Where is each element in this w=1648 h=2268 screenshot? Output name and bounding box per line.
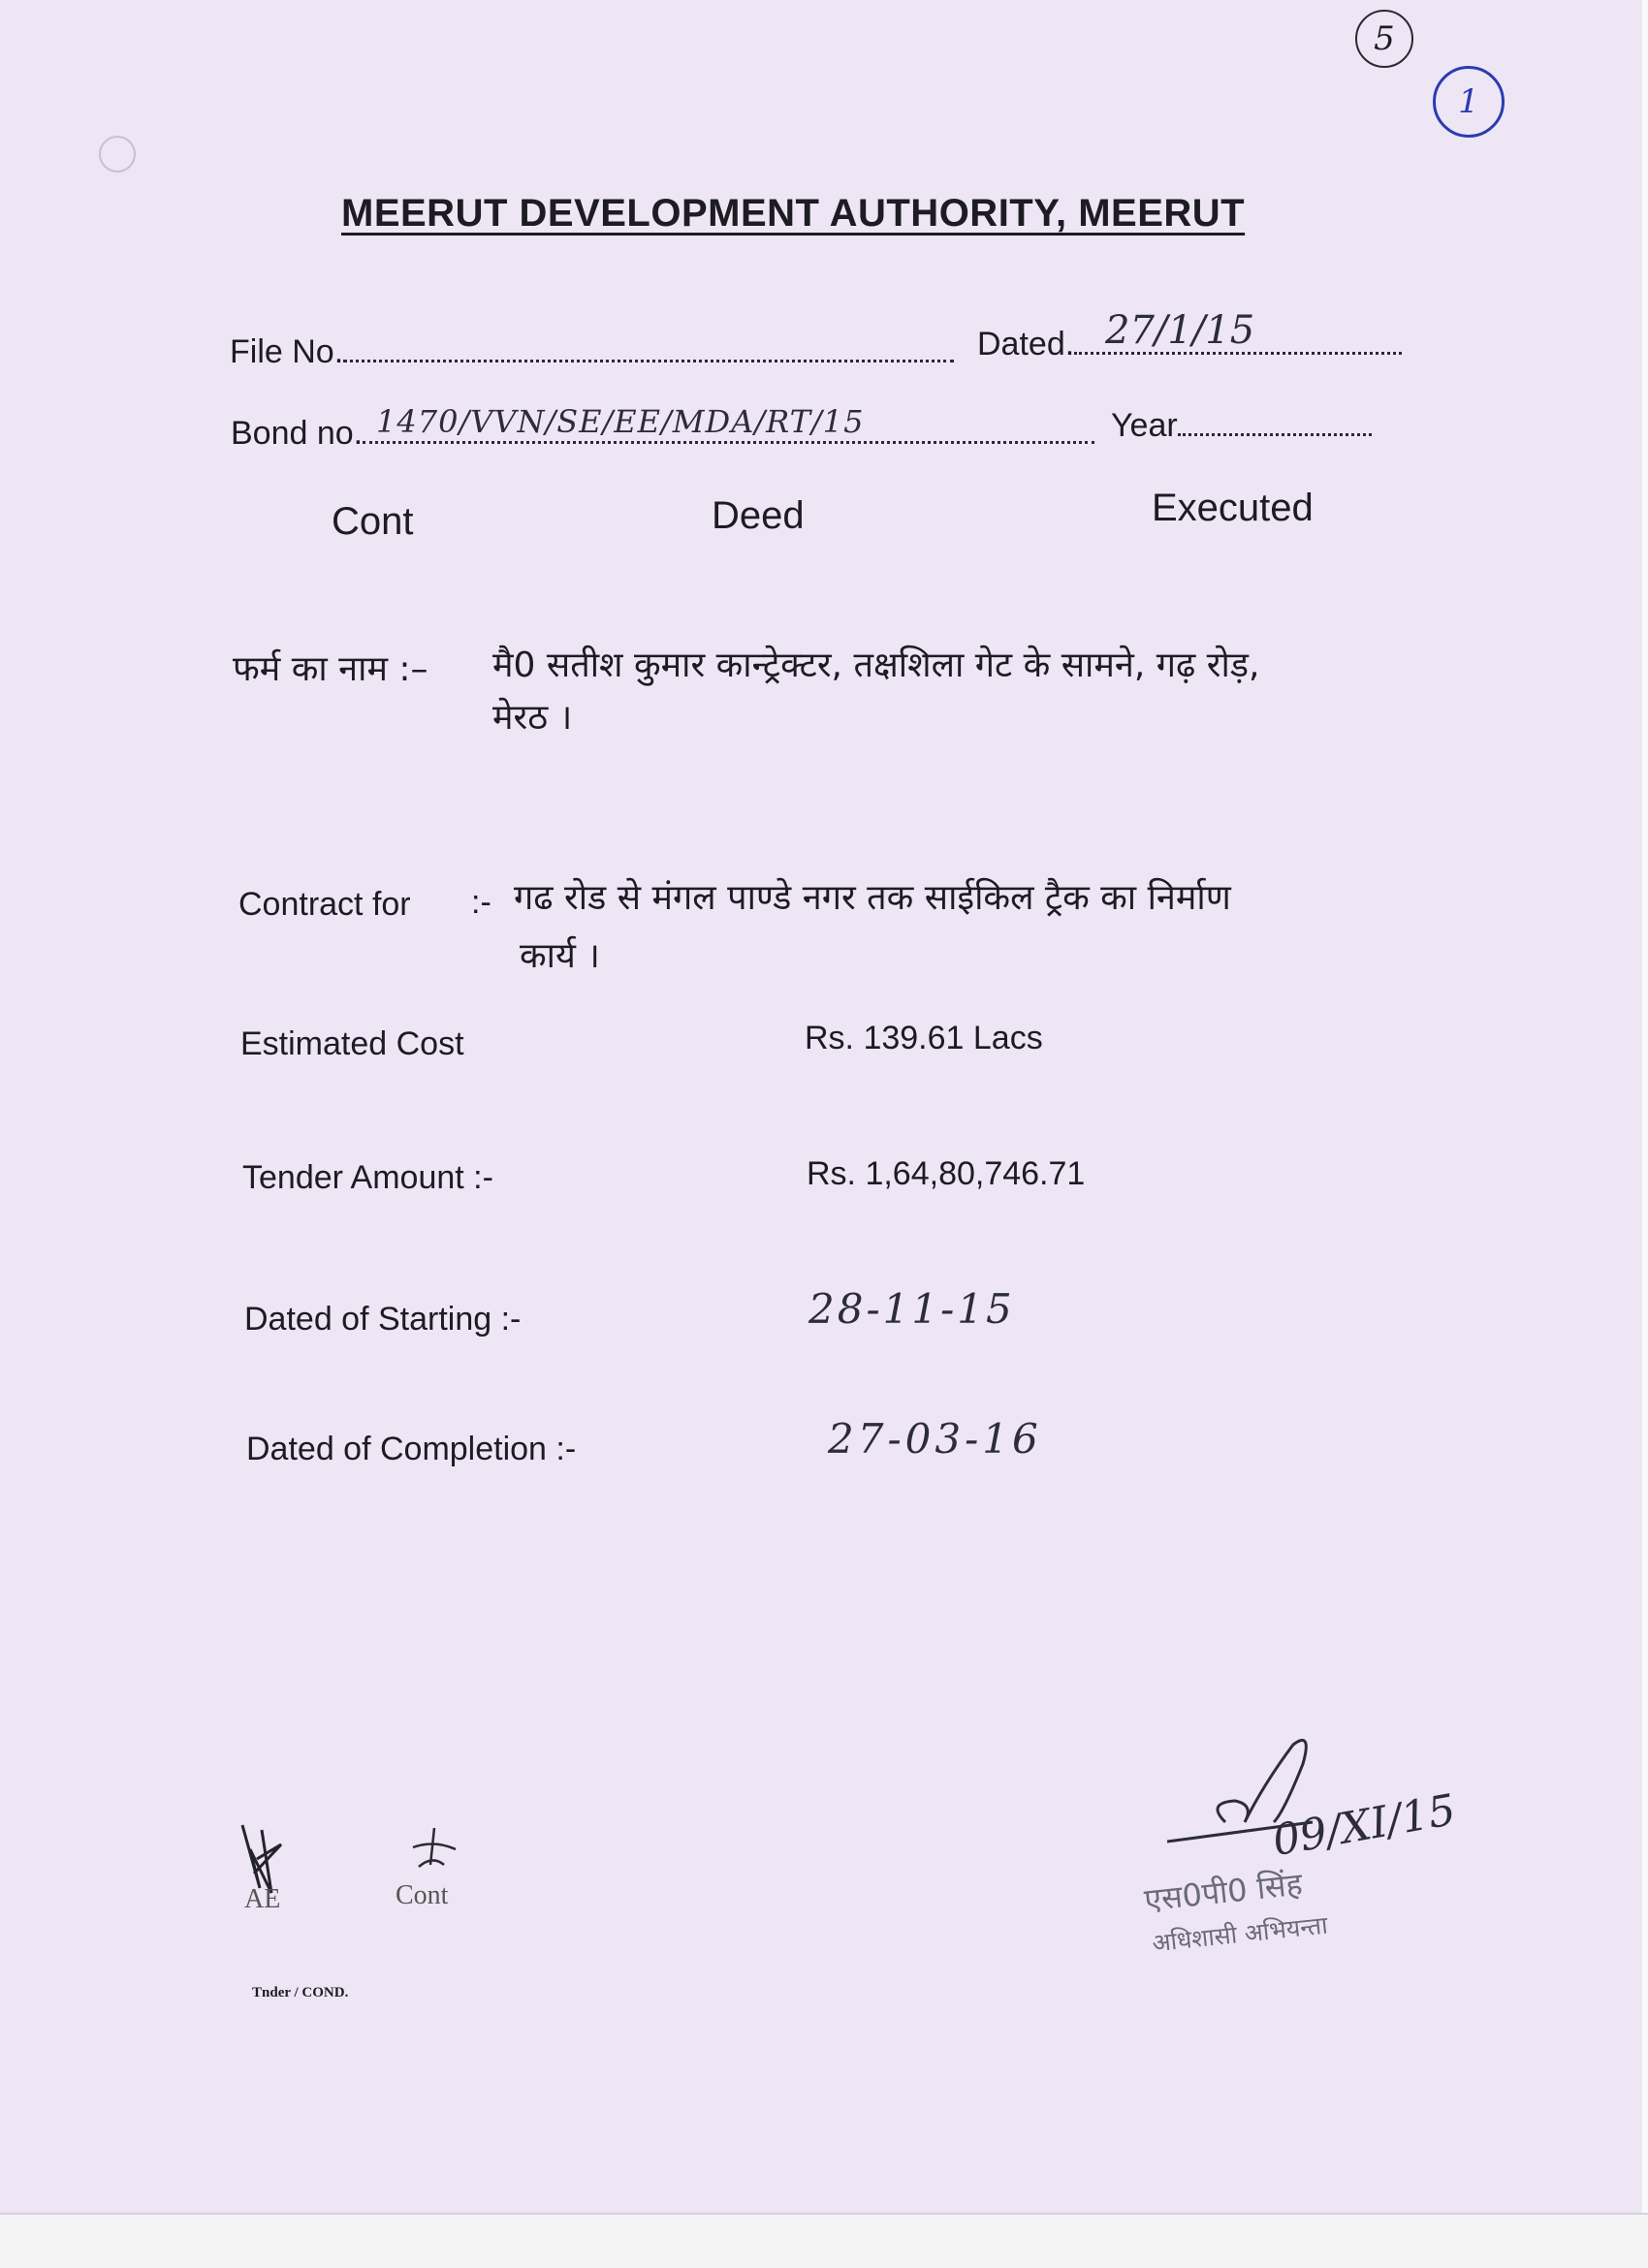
contract-description-line-2: कार्य ।	[520, 936, 600, 976]
firm-name-line-1: मै0 सतीश कुमार कान्ट्रेक्टर, तक्षशिला गेट के सामने, गढ़ रोड़,	[492, 646, 1260, 685]
file-number-label: File No.	[230, 333, 344, 370]
contract-for-label: Contract for	[238, 886, 411, 923]
punch-hole-mark	[99, 136, 136, 173]
officer-stamp-title: अधिशासी अभियन्ता	[1151, 1910, 1329, 1958]
contract-for-separator: :-	[471, 884, 491, 921]
page-mark-number: 1	[1458, 82, 1479, 121]
page-mark-number: 5	[1374, 19, 1395, 58]
year-row	[1111, 407, 1372, 445]
page-mark-circle	[1355, 10, 1413, 68]
signature-date: 09/XI/15	[1269, 1784, 1460, 1867]
footer-code: Tnder / COND.	[252, 1985, 349, 2000]
year-label: Year	[1111, 407, 1178, 444]
firm-name-label: फर्म का नाम :–	[233, 649, 428, 689]
dated-label: Dated.	[977, 326, 1075, 362]
contractor-signature-label: Cont	[396, 1880, 449, 1910]
page-edge	[1642, 0, 1648, 2268]
contract-description-line-1: गढ रोड से मंगल पाण्डे नगर तक साईकिल ट्रैक का निर्माण	[514, 878, 1231, 918]
dated-handwritten-value: 27/1/15	[1105, 308, 1255, 353]
tender-amount-value: Rs. 1,64,80,746.71	[807, 1155, 1086, 1192]
ae-signature-label: AE	[244, 1884, 281, 1914]
completion-date-label: Dated of Completion :-	[246, 1431, 577, 1467]
executed-heading: Executed	[1152, 487, 1314, 529]
completion-date-handwritten-value: 27-03-16	[828, 1415, 1042, 1463]
estimated-cost-label: Estimated Cost	[240, 1025, 464, 1062]
cont-heading: Cont	[332, 500, 414, 543]
page-mark-circle	[1433, 66, 1505, 138]
page-title: MEERUT DEVELOPMENT AUTHORITY, MEERUT	[341, 192, 1246, 235]
start-date-label: Dated of Starting :-	[244, 1301, 522, 1338]
bond-number-label: Bond no.	[231, 415, 364, 452]
year-blank	[1178, 427, 1372, 436]
page-edge	[0, 2213, 1648, 2268]
deed-heading: Deed	[712, 494, 805, 537]
start-date-handwritten-value: 28-11-15	[808, 1285, 1015, 1333]
file-number-row	[230, 333, 954, 371]
tender-amount-label: Tender Amount :-	[242, 1159, 493, 1196]
officer-stamp-name: एस0पी0 सिंह	[1142, 1865, 1305, 1919]
estimated-cost-value: Rs. 139.61 Lacs	[805, 1020, 1043, 1056]
contractor-signature	[405, 1826, 463, 1874]
file-number-blank	[343, 354, 954, 362]
bond-number-handwritten-value: 1470/VVN/SE/EE/MDA/RT/15	[376, 403, 865, 440]
firm-name-line-2: मेरठ ।	[492, 698, 573, 738]
